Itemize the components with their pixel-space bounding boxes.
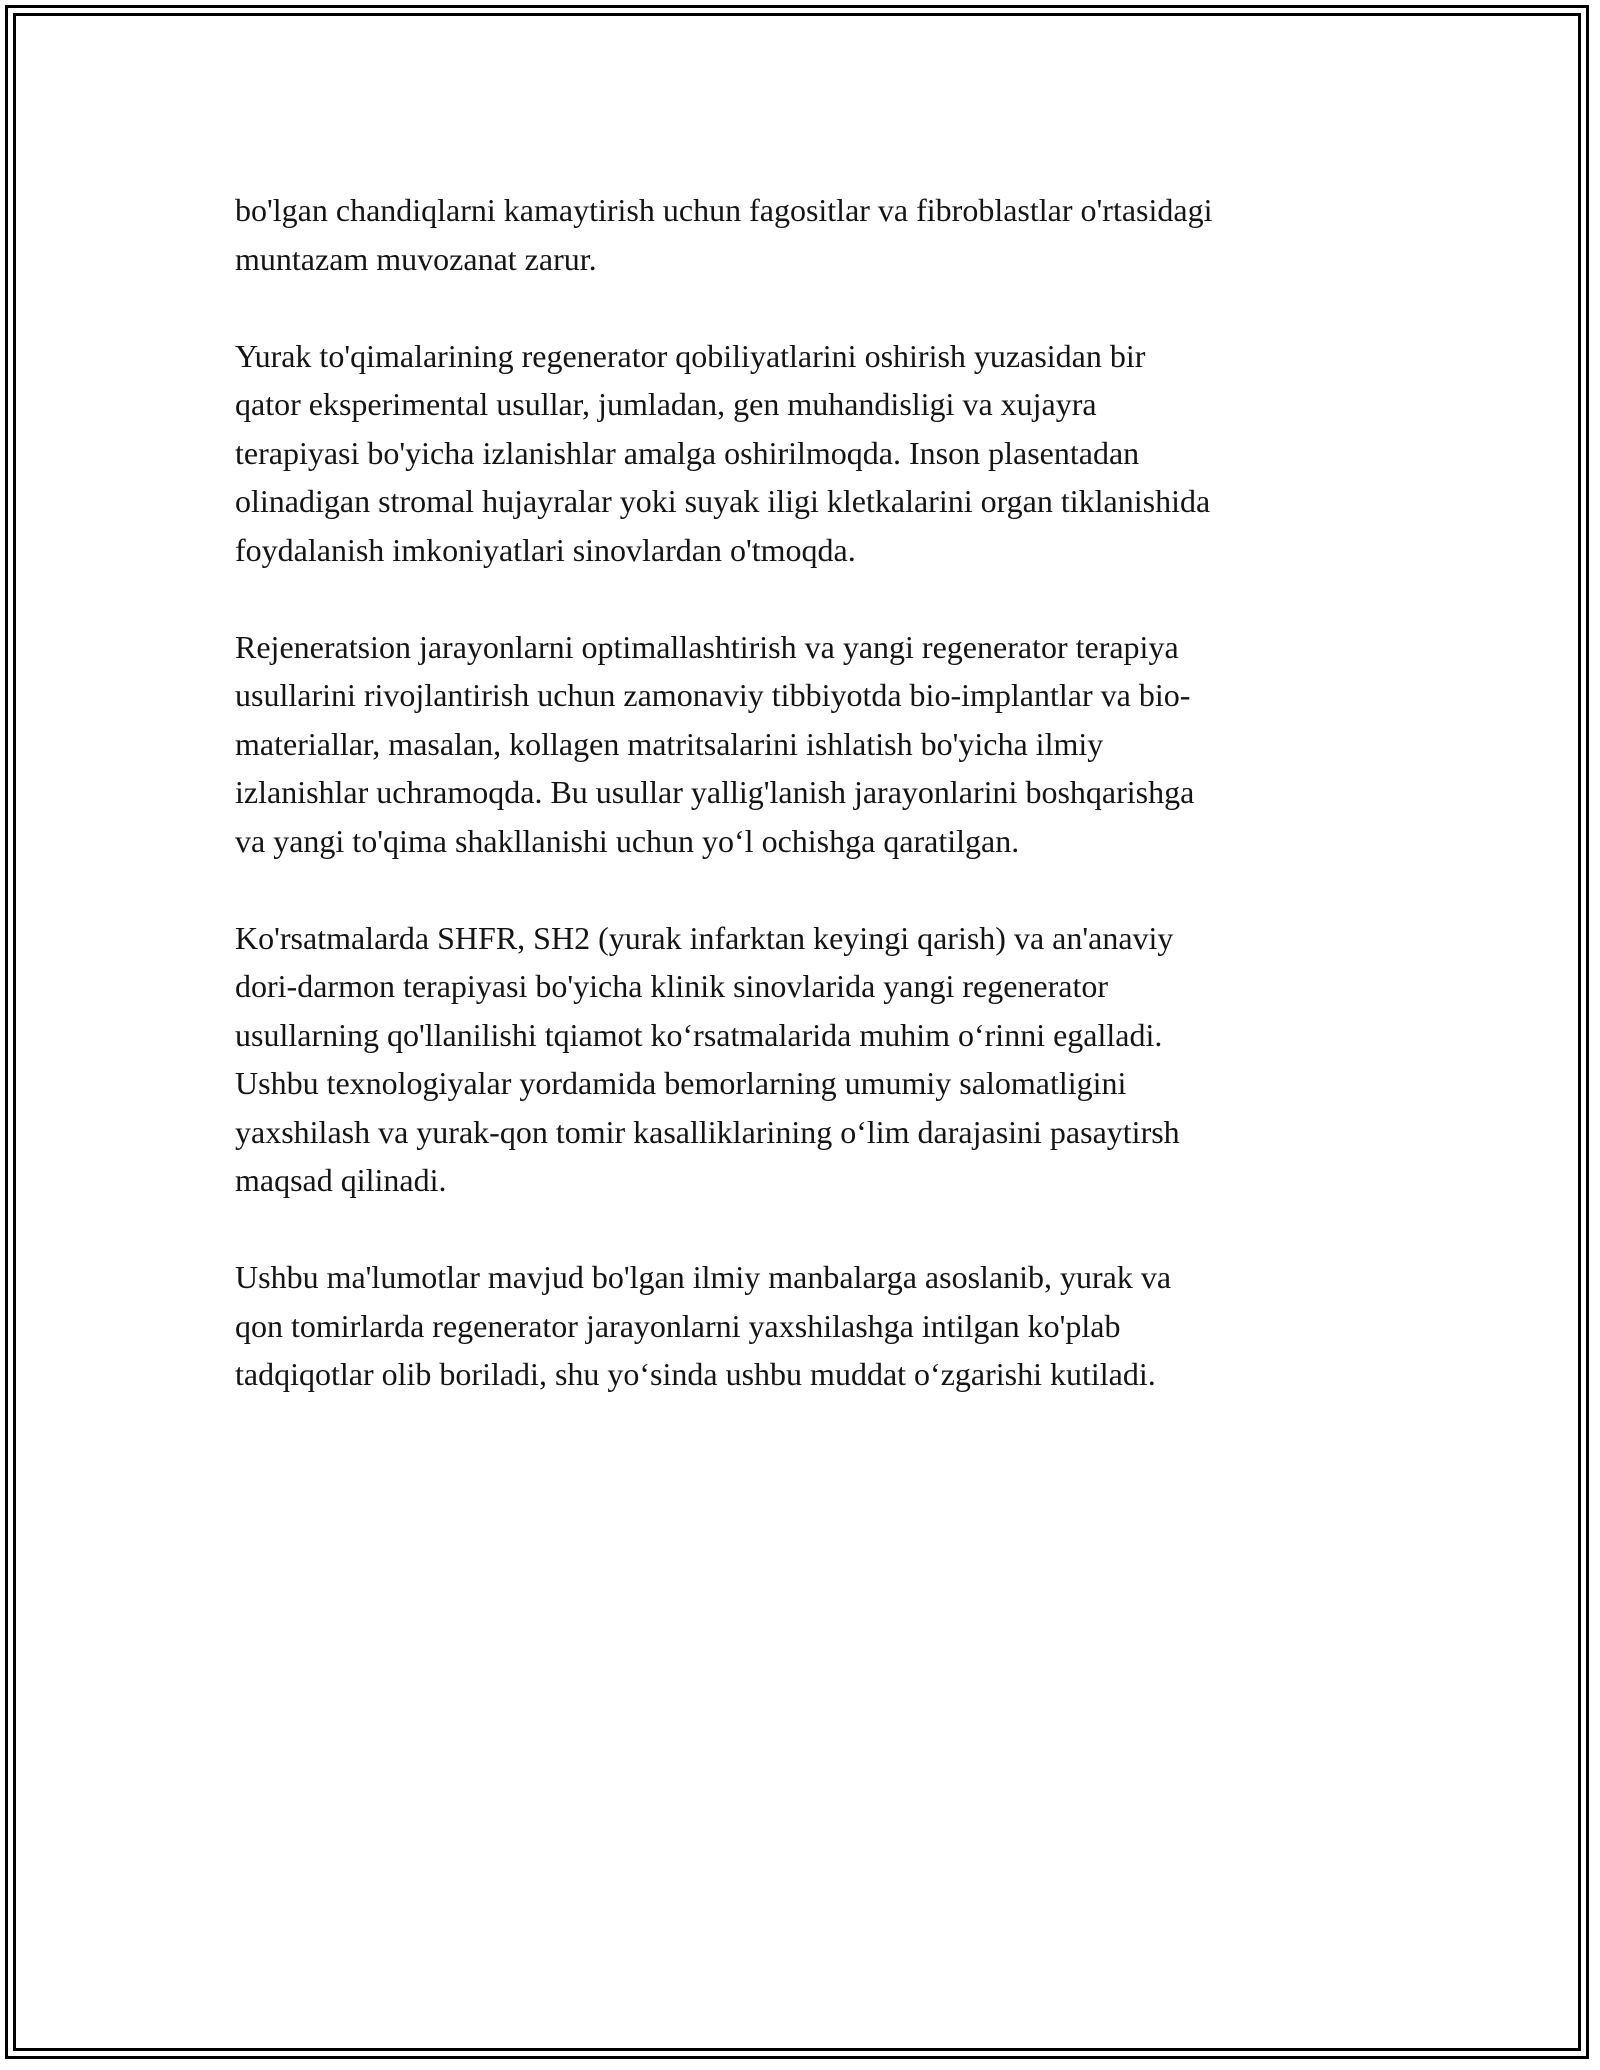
text-line: qon tomirlarda regenerator jarayonlarni yaxshilashga intilgan ko'plab: [235, 1307, 1121, 1344]
text-line: Rejeneratsion jarayonlarni optimallashtirish va yangi regenerator terapiya: [235, 628, 1179, 665]
text-line: Ko'rsatmalarda SHFR, SH2 (yurak infarktan keyingi qarish) va an'anaviy: [235, 919, 1174, 956]
text-line: bo'lgan chandiqlarni kamaytirish uchun fagositlar va fibroblastlar o'rtasidagi: [235, 192, 1213, 228]
text-line: dori-darmon terapiyasi bo'yicha klinik sinovlarida yangi regenerator: [235, 968, 1109, 1004]
text-line: materiallar, masalan, kollagen matritsalarini ishlatish bo'yicha ilmiy: [235, 725, 1104, 762]
text-line: olinadigan stromal hujayralar yoki suyak iligi kletkalarini organ tiklanishida: [235, 483, 1211, 519]
paragraph-1: [235, 186, 1375, 283]
text-line: maqsad qilinadi.: [235, 1162, 447, 1198]
text-line: va yangi to'qima shakllanishi uchun yo‘l ochishga qaratilgan.: [235, 822, 1020, 859]
text-line: usullarini rivojlantirish uchun zamonaviy tibbiyotda bio-implantlar va bio-: [235, 677, 1191, 713]
text-line: usullarning qo'llanilishi tqiamot ko‘rsatmalarida muhim o‘rinni egalladi.: [235, 1016, 1163, 1053]
text-line: foydalanish imkoniyatlari sinovlardan o'tmoqda.: [235, 531, 856, 568]
text-line: Ushbu ma'lumotlar mavjud bo'lgan ilmiy manbalarga asoslanib, yurak va: [235, 1259, 1172, 1295]
text-line: muntazam muvozanat zarur.: [235, 240, 597, 277]
document-body: [235, 186, 1375, 1447]
text-line: Yurak to'qimalarining regenerator qobiliyatlarini oshirish yuzasidan bir: [235, 337, 1146, 374]
paragraph-5: [235, 1253, 1375, 1399]
text-line: izlanishlar uchramoqda. Bu usullar yallig'lanish jarayonlarini boshqarishga: [235, 774, 1195, 810]
text-line: terapiyasi bo'yicha izlanishlar amalga oshirilmoqda. Inson plasentadan: [235, 434, 1140, 471]
text-line: qator eksperimental usullar, jumladan, gen muhandisligi va xujayra: [235, 386, 1097, 422]
paragraph-3: [235, 623, 1375, 866]
paragraph-2: [235, 332, 1375, 575]
paragraph-4: [235, 914, 1375, 1205]
text-line: tadqiqotlar olib boriladi, shu yo‘sinda ushbu muddat o‘zgarishi kutiladi.: [235, 1356, 1156, 1392]
text-line: Ushbu texnologiyalar yordamida bemorlarning umumiy salomatligini: [235, 1065, 1127, 1101]
text-line: yaxshilash va yurak-qon tomir kasalliklarining o‘lim darajasini pasaytirsh: [235, 1113, 1180, 1150]
